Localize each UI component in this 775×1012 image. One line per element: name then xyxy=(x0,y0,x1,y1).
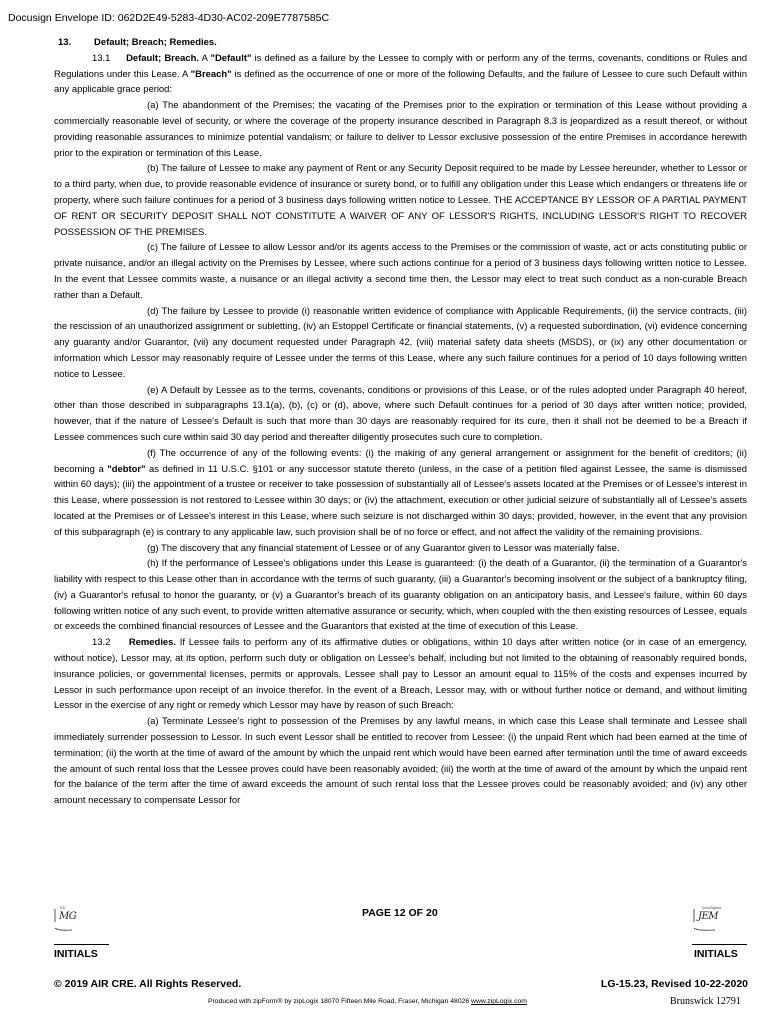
initials-label-right: INITIALS xyxy=(694,948,738,960)
initials-line-left xyxy=(54,944,109,945)
subsection-title: Default; Breach. xyxy=(126,52,199,64)
text: as defined in 11 U.S.C. §101 or any successor statute thereto (unless, in the case of a petition filed against Lessee, the same is dismissed within 60 days); (iii) the appointment of a trustee or receiver to take possession of substantially all of Lessee's assets located at the Premises or of Lessee's interest in this Lease, where possession is not restored to Lessee within 30 days; or (iv) the attachment, execution or other judicial seizure of substantially all of Lessee's assets located at the Premises or of Lessee's interest in this Lease, where such seizure is not discharged within 30 days; provided, however, in the event that any provision of this subparagraph (e) is contrary to any applicable law, such provision shall be of no force or effect, and not affect the validity of the remaining provisions. xyxy=(54,463,747,538)
text: If Lessee fails to perform any of its affirmative duties or obligations, within 10 days after written notice (or in case of an emergency, without notice), Lessor may, at its option, perform such duty or obligation on Lessee's behalf, including but not limited to the obtaining of reasonably required bonds, insurance policies, or governmental licenses, permits or approvals. Lessee shall pay to Lessor an amount equal to 115% of the costs and expenses incurred by Lessor in such performance upon receipt of an invoice therefor. In the event of a Breach, Lessor may, with or without further notice or demand, and without limiting Lessor in the exercise of any right or remedy which Lessor may have by reason of such Breach: xyxy=(54,637,747,712)
paragraph-a: (a) The abandonment of the Premises; the vacating of the Premises prior to the expiration or termination of this Lease without providing a commercially reasonable level of security, or where the coverage of the property insurance described in Paragraph 8.3 is jeopardized as a result thereof, or without providing reasonable assurances to minimize potential vandalism; or failure to deliver to Lessor exclusive possession of the entire Premises in accordance herewith prior to the expiration or termination of this Lease. xyxy=(54,100,747,159)
envelope-id: Docusign Envelope ID: 062D2E49-5283-4D30-AC02-209E7787585C xyxy=(8,12,330,24)
signature-tag: DocuSigned xyxy=(702,906,722,910)
section-title: Default; Breach; Remedies. xyxy=(94,37,217,48)
initials-line-right xyxy=(692,944,747,945)
subsection-number: 13.2 xyxy=(92,637,111,649)
produced-by xyxy=(208,998,527,1005)
subsection-number: 13.1 xyxy=(92,52,111,64)
paragraph-c: (c) The failure of Lessee to allow Lessor and/or its agents access to the Premises or the commission of waste, act or acts constituting public or private nuisance, and/or an illegal activity on the Premises by Lessee, where such actions continue for a period of 3 business days following written notice to Lessee. In the event that Lessee commits waste, a nuisance or an illegal activity a second time then, the Lessor may elect to treat such conduct as a non-curable Breach rather than a Default. xyxy=(54,242,747,301)
text: is defined as the occurrence of one or more of the following Defaults, and the failure of Lessee to cure such Default within any applicable grace period: xyxy=(54,68,747,96)
text: is defined as a failure by the Lessee to comply with or perform any of the terms, covenants, conditions or Rules and Regulations under this Lease. A xyxy=(54,52,747,80)
subsection-title: Remedies. xyxy=(128,637,177,649)
copyright: © 2019 AIR CRE. All Rights Reserved. xyxy=(54,978,242,990)
term-breach: "Breach" xyxy=(190,68,232,80)
section-heading xyxy=(54,35,747,51)
produced-text: Produced with zipForm® by zipLogix 18070 Fifteen Mile Road, Fraser, Michigan 48026 xyxy=(208,998,472,1005)
section-number: 13. xyxy=(58,37,72,48)
paragraph-13-2-a: (a) Terminate Lessee's right to possession of the Premises by any lawful means, in which case this Lease shall terminate and Lessee shall immediately surrender possession to Lessor. In such event Lessor shall be entitled to recover from Lessee: (i) the unpaid Rent which had been earned at the time of termination; (ii) the worth at the time of award of the amount by which the unpaid rent which would have been earned after termination until the time of award exceeds the amount of such rental loss that the Lessee proves could have been reasonably avoided; (iii) the worth at the time of award of the amount by which the unpaid rent for the balance of the term after the time of award exceeds the amount of such rental loss that the Lessee proves could be reasonably avoided; and (iv) any other amount necessary to compensate Lessor for xyxy=(54,716,747,807)
initials-label-left: INITIALS xyxy=(54,948,98,960)
paragraph-f xyxy=(54,446,747,541)
initials-mark: MG xyxy=(59,911,77,922)
initials-signature-left xyxy=(52,906,108,932)
paragraph-13-2 xyxy=(54,635,747,714)
paragraph-g: (g) The discovery that any financial statement of Lessee or of any Guarantor given to Lessor was materially false. xyxy=(147,542,620,554)
ziplogix-link[interactable]: www.zipLogix.com xyxy=(471,998,527,1005)
paragraph-d: (d) The failure by Lessee to provide (i) reasonable written evidence of compliance with Applicable Requirements, (ii) the service contracts, (iii) the rescission of an unauthorized assignment or subletting, (iv) an Estoppel Certificate or financial statements, (v) a requested subordination, (vi) evidence concerning any guaranty and/or Guarantor, (vii) any document requested under Paragraph 42, (viii) material safety data sheets (MSDS), or (ix) any other documentation or information which Lessor may reasonably require of Lessee under the terms of this Lease, where any such failure continues for a period of 10 days following written notice to Lessee. xyxy=(54,305,747,380)
document-body xyxy=(54,35,747,809)
paragraph-13-1 xyxy=(54,51,747,98)
term-default: "Default" xyxy=(210,52,252,64)
text: (f) The occurrence of any of the following events: (i) the making of any general arrangement or assignment for the benefit of creditors; (ii) becoming a xyxy=(54,447,747,475)
file-name: Brunswick 12791 xyxy=(670,996,741,1007)
signature-tag: DS xyxy=(60,906,65,910)
text: A xyxy=(198,52,211,64)
paragraph-b: (b) The failure of Lessee to make any payment of Rent or any Security Deposit required to be made by Lessee hereunder, whether to Lessor or to a third party, when due, to provide reasonable evidence of insurance or surety bond, or to fulfill any obligation under this Lease which endangers or threatens life or property, where such failure continues for a period of 3 business days following written notice to Lessee. THE ACCEPTANCE BY LESSOR OF A PARTIAL PAYMENT OF RENT OR SECURITY DEPOSIT SHALL NOT CONSTITUTE A WAIVER OF ANY OF LESSOR'S RIGHTS, INCLUDING LESSOR'S RIGHT TO RECOVER POSSESSION OF THE PREMISES. xyxy=(54,163,747,238)
page-number: PAGE 12 OF 20 xyxy=(362,907,438,919)
initials-signature-right xyxy=(690,906,746,932)
initials-mark: JEM xyxy=(698,911,719,922)
paragraph-h: (h) If the performance of Lessee's obligations under this Lease is guaranteed: (i) the death of a Guarantor, (ii) the termination of a Guarantor's liability with respect to this Lease other than in accordance with the terms of such guaranty, (iii) a Guarantor's becoming insolvent or the subject of a bankruptcy filing, (iv) a Guarantor's refusal to honor the guaranty, or (v) a Guarantor's breach of its guaranty obligation on an anticipatory basis, and Lessee's failure, within 60 days following written notice of any such event, to provide written alternative assurance or security, which, when coupled with the then existing resources of Lessee, equals or exceeds the combined financial resources of Lessee and the Guarantors that existed at the time of execution of this Lease. xyxy=(54,558,747,633)
form-id: LG-15.23, Revised 10-22-2020 xyxy=(600,978,748,990)
paragraph-e: (e) A Default by Lessee as to the terms, covenants, conditions or provisions of this Lease, or of the rules adopted under Paragraph 40 hereof, other than those described in subparagraphs 13.1(a), (b), (c) or (d), above, where such Default continues for a period of 30 days after written notice; provided, however, that if the nature of Lessee's Default is such that more than 30 days are reasonably required for its cure, then it shall not be deemed to be a Breach if Lessee commences such cure within said 30 day period and thereafter diligently prosecutes such cure to completion. xyxy=(54,384,747,443)
term-debtor: "debtor" xyxy=(107,463,146,475)
